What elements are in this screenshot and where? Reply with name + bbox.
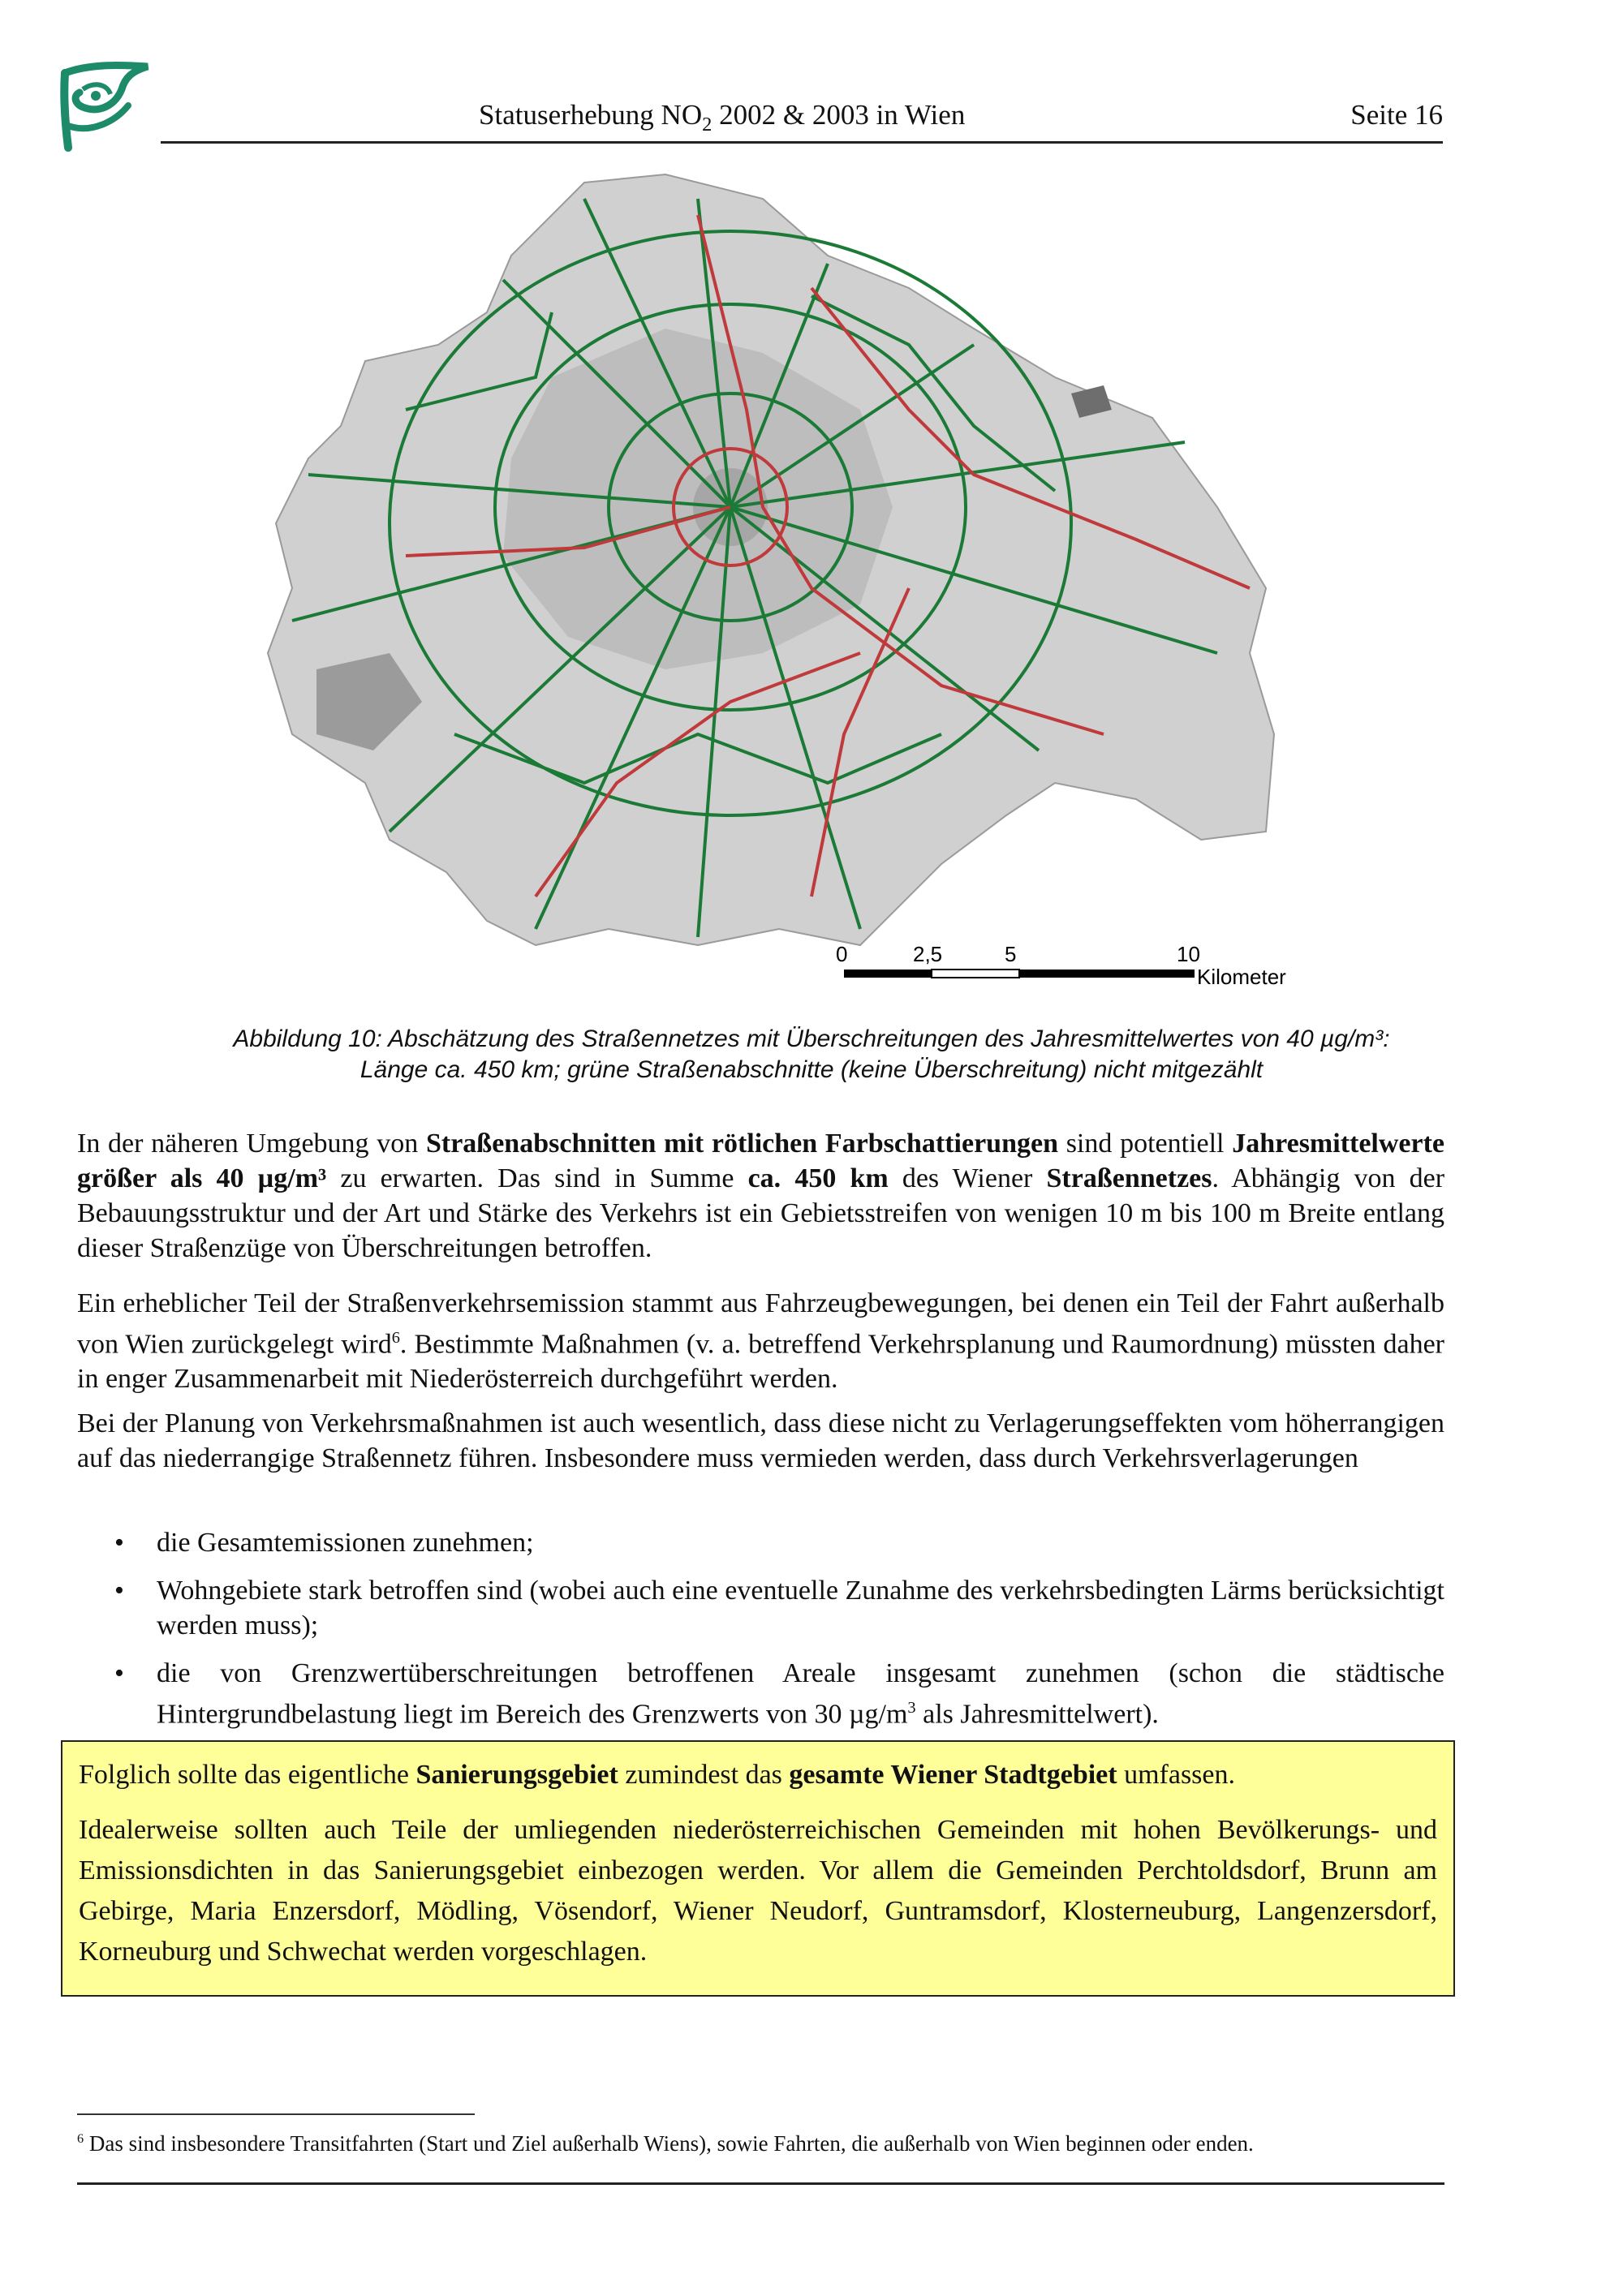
scale-label-2-5: 2,5 [913, 942, 943, 966]
scale-bar-segment-2 [932, 970, 1019, 978]
caption-line-1: Abbildung 10: Abschätzung des Straßennetzes mit Überschreitungen des Jahresmittelwertes von 40 µg/m³: [233, 1025, 1390, 1052]
scale-label-10: 10 [1177, 942, 1200, 966]
paragraph-1: In der näheren Umgebung von Straßenabschnitten mit rötlichen Farbschattierungen sind potentiell Jahresmittelwerte größer als 40 µg/m³ zu erwarten. Das sind in Summe ca. 450 km des Wiener Straßennetzes. Abhängig von der Bebauungsstruktur und der Art und Stärke des Verkehrs ist ein Gebietsstreifen von wenigen 10 m bis 100 m Breite entlang dieser Straßenzüge von Überschreitungen betroffen. [77, 1129, 1445, 1263]
list-item: • die Gesamtemissionen zunehmen; [114, 1528, 534, 1558]
page-header [161, 96, 1443, 144]
vienna-road-map [243, 166, 1315, 994]
paragraph-2: Ein erheblicher Teil der Straßenverkehrsemission stammt aus Fahrzeugbewegungen, bei denen ein Teil der Fahrt außerhalb von Wien zurückgelegt wird$^6$. Bestimmte Maßnahmen (v. a. betreffend Verkehrsplanung und Raumordnung) müssten daher in enger Zusammenarbeit mit Niederösterreich durchgeführt werden. [77, 1288, 1444, 1395]
footnote-ref: 6 [391, 1329, 400, 1347]
list-item: • Wohngebiete stark betroffen sind (wobei auch eine eventuelle Zunahme des verkehrsbedingten Lärms berücksichtigt werden muss); [114, 1576, 1444, 1640]
scale-bar [836, 942, 1286, 989]
scale-bar-segment-3 [1019, 970, 1195, 978]
page-number: Seite 16 [1350, 99, 1443, 131]
scale-unit: Kilometer [1197, 965, 1286, 989]
figure-caption [73, 1024, 1550, 1086]
conclusion-box [61, 1740, 1455, 1997]
logo-icon [50, 57, 164, 154]
list-item: • die von Grenzwertüberschreitungen betroffenen Areale insgesamt zunehmen (schon die städtische Hintergrundbelastung liegt im Bereich des Grenzwerts von 30 $\mu g/m^3$ als Jahresmittelwert). [114, 1658, 1444, 1730]
header-title: Statuserhebung $NO_2$ 2002 & 2003 in Wien [479, 99, 966, 135]
paragraph-3: Bei der Planung von Verkehrsmaßnahmen ist auch wesentlich, dass diese nicht zu Verlagerungseffekten vom höherrangigen auf das niederrangige Straßennetz führen. Insbesondere muss vermieden werden, dass durch Verkehrsverlagerungen [77, 1408, 1444, 1473]
scale-bar-segment-1 [844, 970, 932, 978]
page-bottom-rule [77, 2182, 1444, 2185]
bullet-list [77, 1525, 1444, 1744]
scale-label-5: 5 [1005, 942, 1017, 966]
conclusion-paragraph-1: Folglich sollte das eigentliche Sanierungsgebiet zumindest das gesamte Wiener Stadtgebiet umfassen. [79, 1760, 1236, 1790]
scale-label-0: 0 [836, 942, 848, 966]
conclusion-paragraph-2: Idealerweise sollten auch Teile der umliegenden niederösterreichischen Gemeinden mit hohen Bevölkerungs- und Emissionsdichten in das Sanierungsgebiet einbezogen werden. Vor allem die Gemeinden Perchtoldsdorf, Brunn am Gebirge, Maria Enzersdorf, Mödling, Vösendorf, Wiener Neudorf, Guntramsdorf, Klosterneuburg, Langenzersdorf, Korneuburg und Schwechat werden vorgeschlagen. [79, 1815, 1437, 1967]
caption-line-2: Länge ca. 450 km; grüne Straßenabschnitte (keine Überschreitung) nicht mitgezählt [359, 1056, 1264, 1083]
footnote: $^6$ Das sind insbesondere Transitfahrten (Start und Ziel außerhalb Wiens), sowie Fahrten, die außerhalb von Wien beginnen oder enden. [77, 2131, 1254, 2156]
footnote-divider [77, 2113, 475, 2115]
